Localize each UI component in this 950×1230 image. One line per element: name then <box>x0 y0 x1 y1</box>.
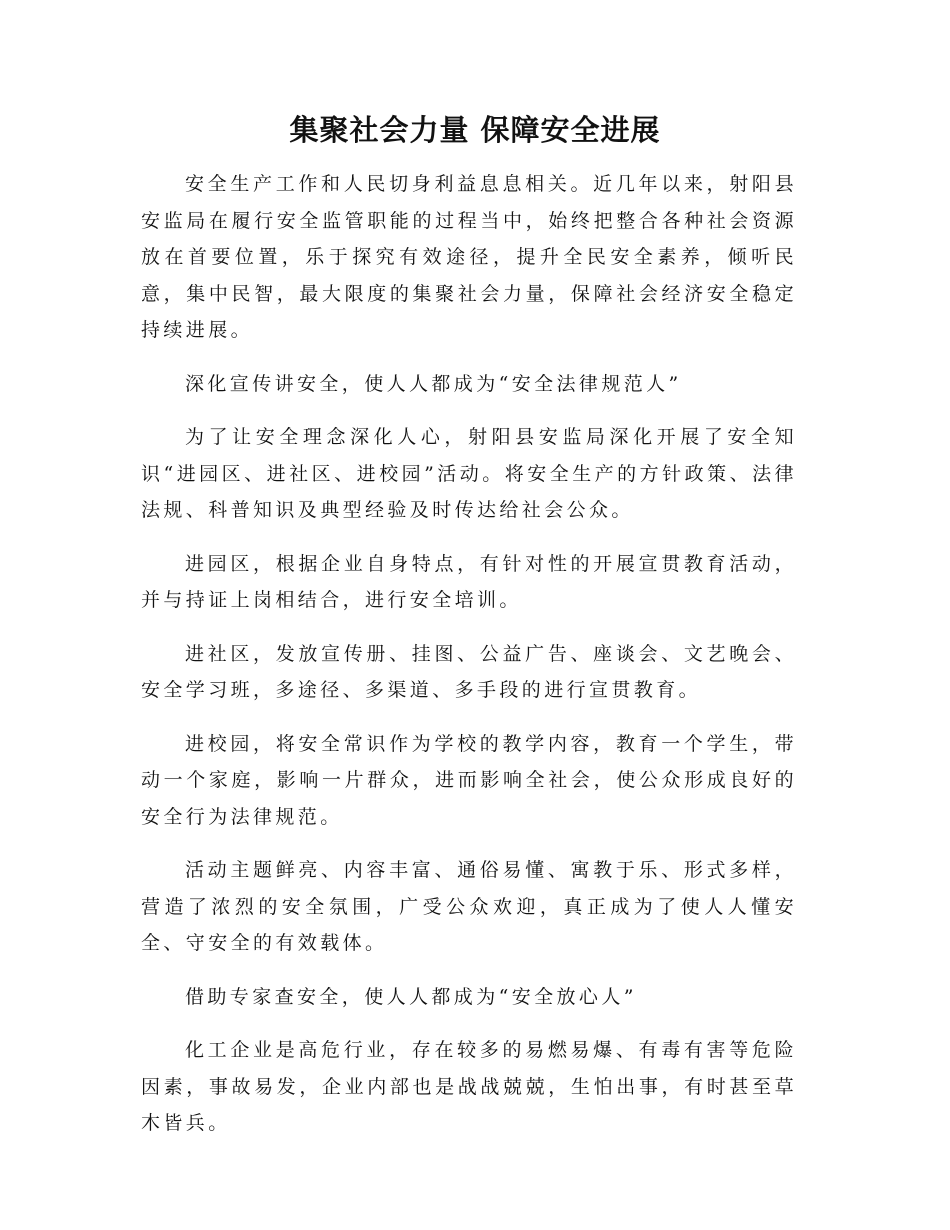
paragraph-community: 进社区，发放宣传册、挂图、公益广告、座谈会、文艺晚会、安全学习班，多途径、多渠道、多手段的进行宣贯教育。 <box>141 642 797 701</box>
document-title: 集聚社会力量 保障安全进展 <box>289 113 661 147</box>
section-heading-publicity: 深化宣传讲安全，使人人都成为“安全法律规范人” <box>185 372 682 395</box>
paragraph-publicity: 为了让安全理念深化人心，射阳县安监局深化开展了安全知识“进园区、进社区、进校园”活动。将安全生产的方针政策、法律法规、科普知识及典型经验及时传达给社会公众。 <box>141 426 797 521</box>
document-body <box>141 166 797 1159</box>
paragraph-intro: 安全生产工作和人民切身利益息息相关。近几年以来，射阳县安监局在履行安全监管职能的过程当中，始终把整合各种社会资源放在首要位置，乐于探究有效途径，提升全民安全素养，倾听民意，集中民智，最大限度的集聚社会力量，保障社会经济安全稳定持续进展。 <box>141 173 797 341</box>
paragraph-campus: 进校园，将安全常识作为学校的教学内容，教育一个学生，带动一个家庭，影响一片群众，进而影响全社会，使公众形成良好的安全行为法律规范。 <box>141 732 797 828</box>
paragraph-activity-summary: 活动主题鲜亮、内容丰富、通俗易懂、寓教于乐、形式多样，营造了浓烈的安全氛围，广受公众欢迎，真正成为了使人人懂安全、守安全的有效载体。 <box>141 859 797 954</box>
paragraph-chemical-industry: 化工企业是高危行业，存在较多的易燃易爆、有毒有害等危险因素，事故易发，企业内部也是战战兢兢，生怕出事，有时甚至草木皆兵。 <box>141 1039 797 1134</box>
paragraph-industrial-park: 进园区，根据企业自身特点，有针对性的开展宣贯教育活动，并与持证上岗相结合，进行安全培训。 <box>141 552 797 611</box>
section-heading-experts: 借助专家查安全，使人人都成为“安全放心人” <box>185 985 637 1008</box>
